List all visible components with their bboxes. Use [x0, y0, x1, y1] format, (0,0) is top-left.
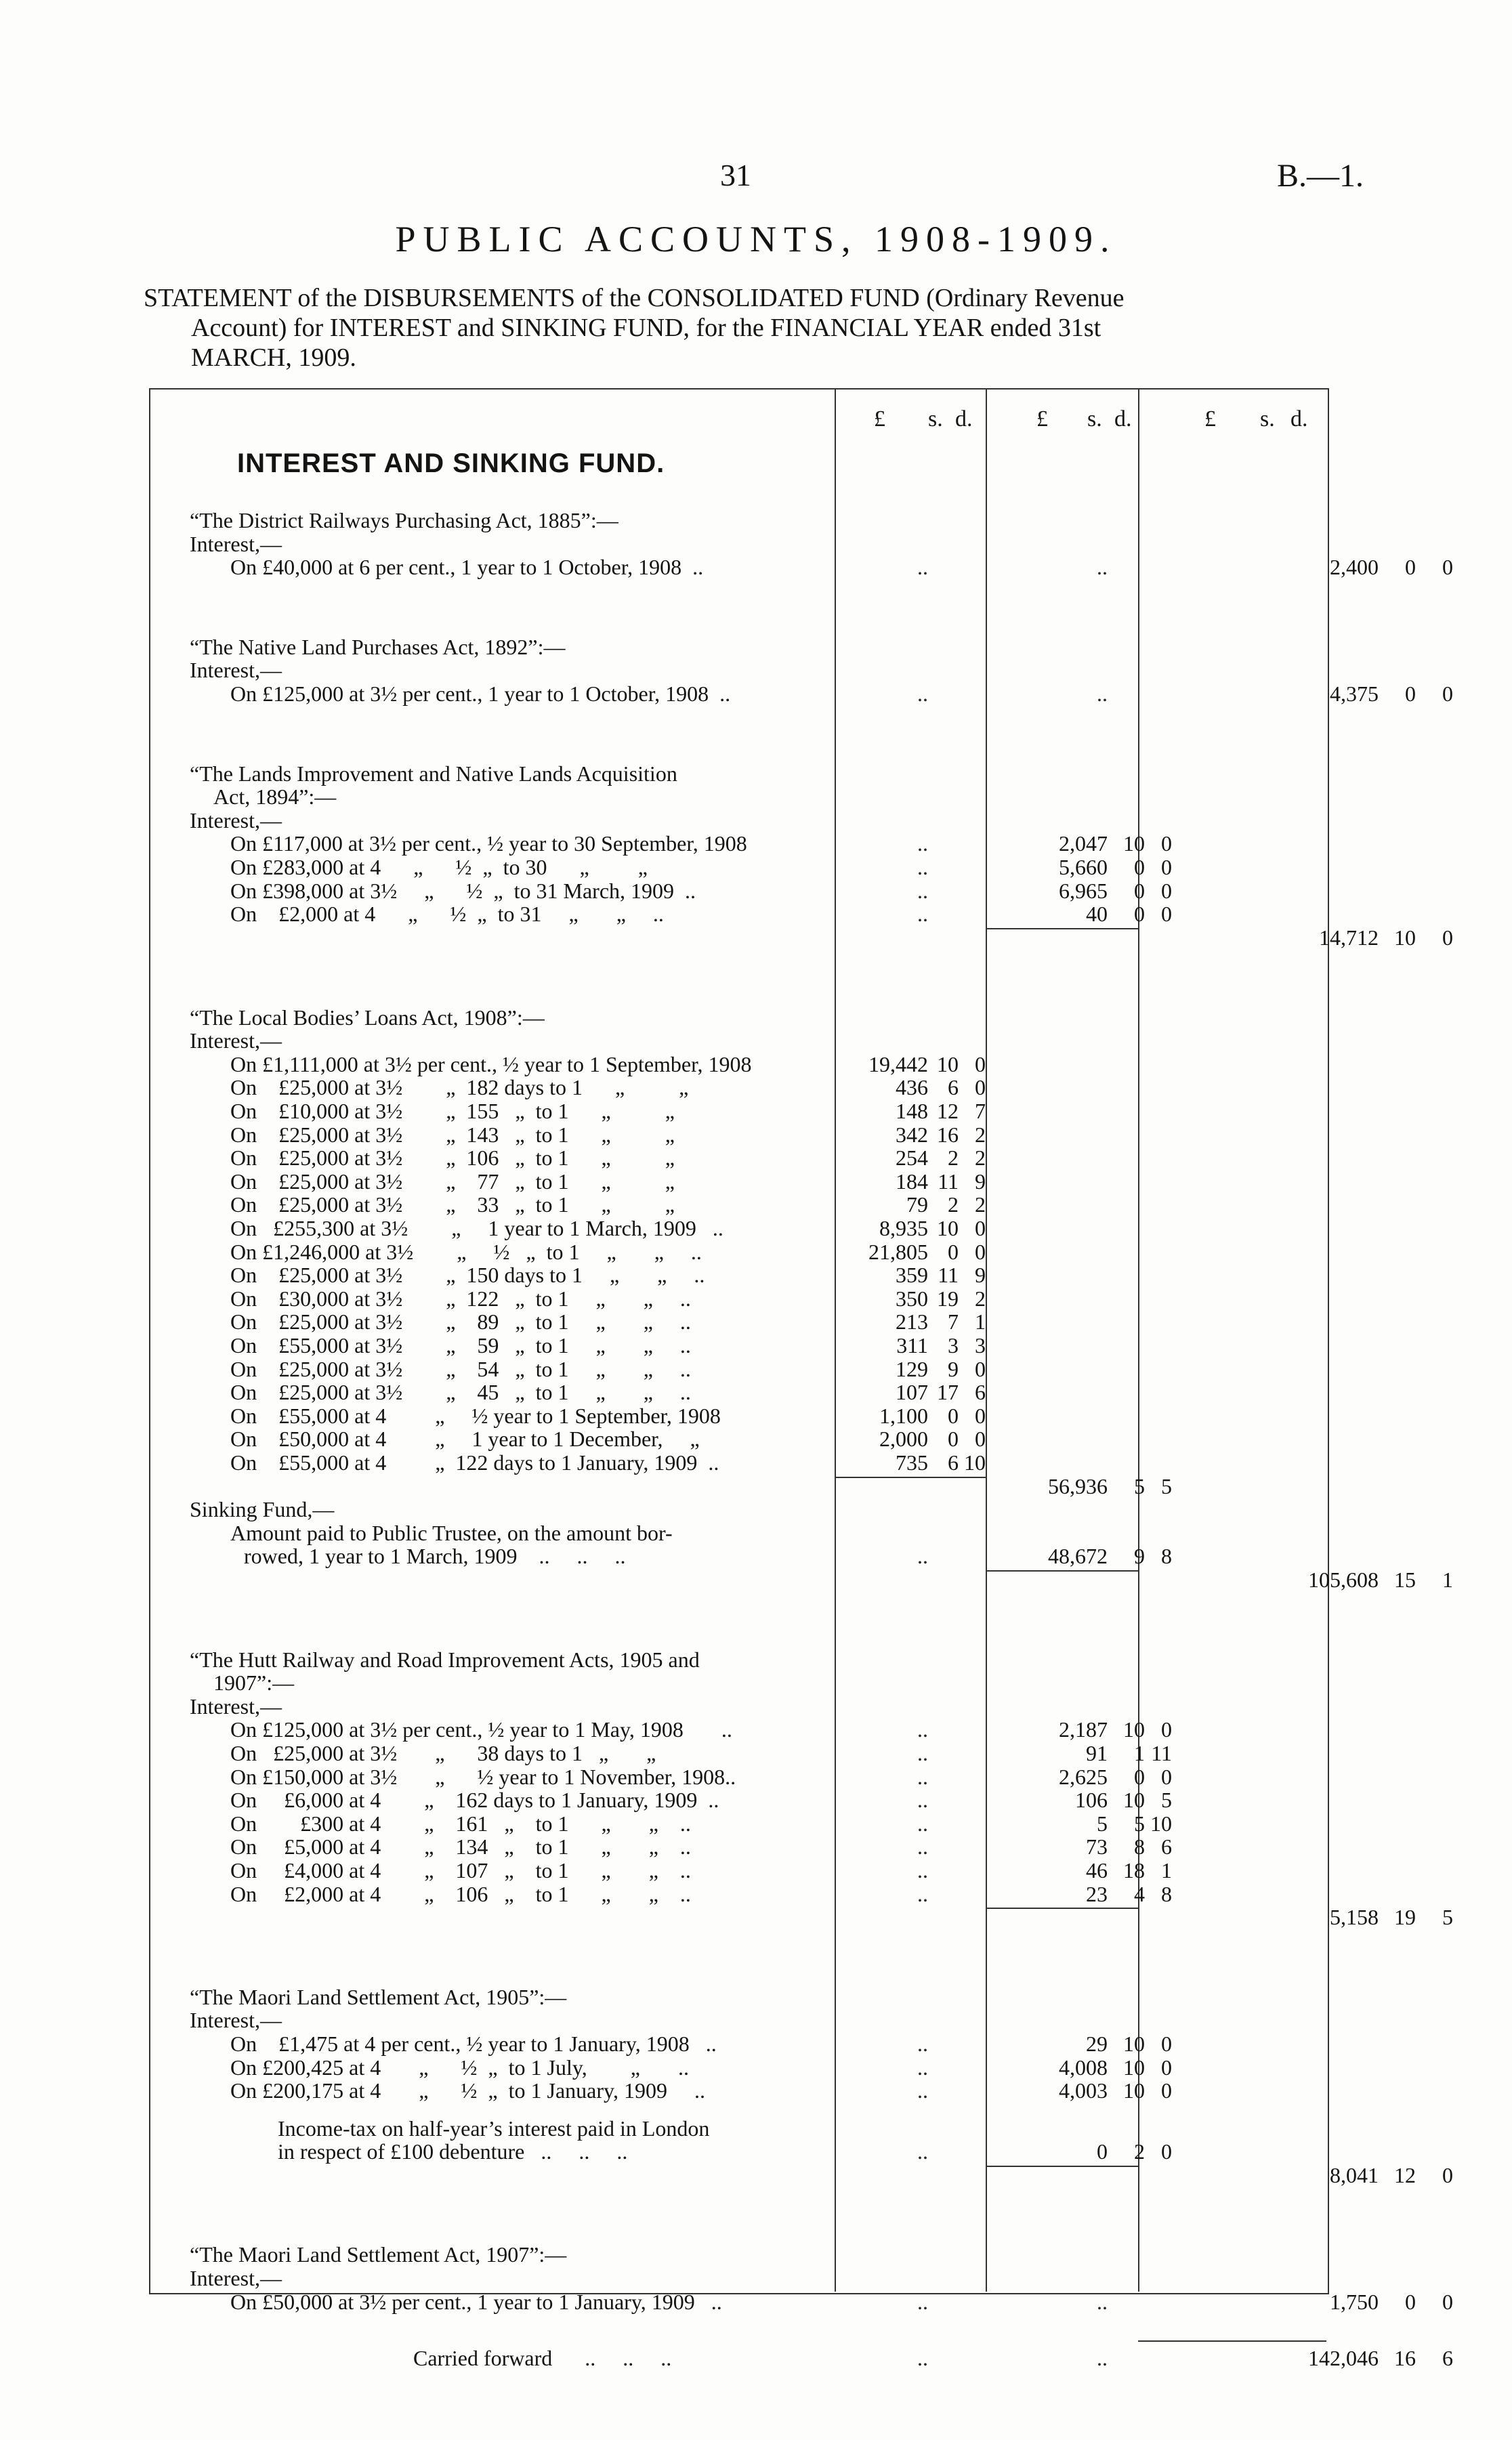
- amount-shillings: 10: [937, 1051, 959, 1076]
- leader-dots: ..: [917, 1857, 928, 1882]
- table-row: [149, 1474, 1326, 1497]
- row-description: On £25,000 at 3½ „ 33 „ to 1 „ „: [230, 1192, 675, 1217]
- row-description: On £25,000 at 3½ „ 106 „ to 1 „ „: [230, 1145, 675, 1171]
- amount-pence: 0: [1442, 2289, 1453, 2314]
- amount-pence: 0: [1161, 2078, 1172, 2103]
- page-number: 31: [720, 158, 751, 192]
- amount-shillings: 2: [948, 1192, 959, 1217]
- table-row: [149, 1404, 1326, 1427]
- table-row: [149, 2139, 1326, 2162]
- amount-pence: 0: [975, 1239, 986, 1264]
- statement-line-2: Account) for INTEREST and SINKING FUND, for the FINANCIAL YEAR ended 31st: [191, 314, 1101, 342]
- header-pounds-3: £: [1204, 406, 1216, 432]
- amount-pence: 0: [975, 1356, 986, 1381]
- amount-pounds: 311: [896, 1332, 928, 1358]
- table-row: [149, 1357, 1326, 1380]
- table-row: [149, 1099, 1326, 1122]
- row-description: Amount paid to Public Trustee, on the amount bor-: [230, 1520, 673, 1545]
- amount-shillings: 9: [1134, 1544, 1145, 1569]
- table-row: [149, 1717, 1326, 1740]
- amount-pence: 0: [975, 1051, 986, 1076]
- row-description: Sinking Fund,—: [190, 1497, 335, 1522]
- amount-shillings: 6: [948, 1450, 959, 1475]
- table-row: [149, 2008, 1326, 2031]
- amount-pence: 8: [1161, 1544, 1172, 1569]
- amount-pounds: 2,187: [1059, 1717, 1108, 1742]
- leader-dots: ..: [917, 2289, 928, 2314]
- table-row: [149, 2242, 1326, 2265]
- table-row: [149, 808, 1326, 831]
- amount-pence: 0: [975, 1075, 986, 1100]
- amount-pounds: 142,046: [1308, 2345, 1379, 2370]
- header-pounds-1: £: [874, 406, 885, 432]
- row-description: Interest,—: [190, 658, 282, 683]
- amount-shillings: 5: [1134, 1473, 1145, 1498]
- table-row: [149, 2078, 1326, 2101]
- amount-pounds: 359: [896, 1263, 928, 1288]
- row-description: Interest,—: [190, 807, 282, 833]
- row-description: On £30,000 at 3½ „ 122 „ to 1 „ „ ..: [230, 1286, 691, 1311]
- section-heading: INTEREST AND SINKING FUND.: [237, 448, 665, 478]
- row-description: Income-tax on half-year’s interest paid in London: [278, 2116, 710, 2141]
- row-description: On £255,300 at 3½ „ 1 year to 1 March, 1909 ..: [230, 1215, 723, 1240]
- table-row: [149, 902, 1326, 925]
- amount-pounds: 148: [896, 1098, 928, 1123]
- amount-shillings: 19: [1394, 1905, 1416, 1930]
- amount-pounds: 79: [906, 1192, 928, 1217]
- table-row: [149, 1741, 1326, 1764]
- leader-dots: ..: [917, 902, 928, 927]
- amount-pence: 9: [975, 1263, 986, 1288]
- table-row: [149, 1192, 1326, 1215]
- amount-shillings: 0: [1134, 855, 1145, 880]
- table-row: [149, 1240, 1326, 1263]
- amount-pence: 0: [1442, 2162, 1453, 2187]
- table-row: [149, 532, 1326, 555]
- row-description: On £150,000 at 3½ „ ½ year to 1 November, 1908..: [230, 1764, 736, 1789]
- amount-pence: 0: [975, 1427, 986, 1452]
- header-shillings-1: s.: [928, 406, 943, 432]
- row-description: On £25,000 at 3½ „ 45 „ to 1 „ „ ..: [230, 1380, 691, 1405]
- amount-pence: 6: [1161, 1834, 1172, 1859]
- amount-pounds: 5: [1097, 1811, 1108, 1836]
- leader-dots: ..: [917, 1764, 928, 1789]
- amount-pounds: 1,750: [1330, 2289, 1379, 2314]
- table-row: [149, 1905, 1453, 1930]
- statement-line-3: MARCH, 1909.: [191, 343, 356, 372]
- amount-shillings: 19: [937, 1286, 959, 1311]
- amount-shillings: 0: [1134, 1764, 1145, 1789]
- amount-pounds: 350: [896, 1286, 928, 1311]
- amount-pence: 0: [975, 1403, 986, 1428]
- leader-dots: ..: [917, 1544, 928, 1569]
- row-description: Carried forward .. .. ..: [413, 2345, 672, 2370]
- amount-pence: 9: [975, 1169, 986, 1194]
- amount-shillings: 11: [938, 1263, 959, 1288]
- amount-pounds: 0: [1097, 2139, 1108, 2164]
- table-row: [149, 1694, 1326, 1717]
- leader-dots: ..: [917, 2139, 928, 2164]
- amount-pence: 0: [975, 1215, 986, 1240]
- header-pence-1: d.: [955, 406, 973, 432]
- amount-pence: 0: [1442, 925, 1453, 950]
- amount-pounds: 14,712: [1319, 925, 1379, 950]
- amount-pounds: 48,672: [1048, 1544, 1108, 1569]
- amount-pounds: 8,935: [879, 1215, 928, 1240]
- amount-pounds: 2,400: [1330, 555, 1379, 580]
- row-description: On £200,175 at 4 „ ½ „ to 1 January, 1909 ..: [230, 2078, 705, 2103]
- row-description: “The Native Land Purchases Act, 1892”:—: [190, 634, 566, 659]
- table-row: [149, 1380, 1326, 1403]
- table-row: [149, 681, 1453, 707]
- amount-pence: 0: [1161, 2139, 1172, 2164]
- amount-shillings: 12: [937, 1098, 959, 1123]
- amount-pounds: 5,660: [1059, 855, 1108, 880]
- row-description: On £283,000 at 4 „ ½ „ to 30 „ „: [230, 855, 648, 880]
- row-description: On £1,475 at 4 per cent., ½ year to 1 January, 1908 ..: [230, 2032, 717, 2056]
- row-description: On £25,000 at 3½ „ 143 „ to 1 „ „: [230, 1122, 675, 1147]
- amount-shillings: 0: [948, 1239, 959, 1264]
- row-description: On £25,000 at 3½ „ 38 days to 1 „ „: [230, 1740, 656, 1765]
- table-row: [149, 1333, 1326, 1356]
- amount-pence: 6: [1442, 2345, 1453, 2370]
- amount-shillings: 5: [1134, 1811, 1145, 1836]
- amount-pounds: 91: [1086, 1740, 1108, 1765]
- amount-pence: 2: [975, 1286, 986, 1311]
- leader-dots: ..: [917, 1881, 928, 1906]
- row-description: On £55,000 at 4 „ ½ year to 1 September, 1908: [230, 1403, 721, 1428]
- table-row: [149, 1309, 1326, 1332]
- table-row: [149, 2345, 1453, 2370]
- amount-pence: 0: [1161, 2055, 1172, 2080]
- leader-dots: ..: [917, 681, 928, 707]
- table-row: [149, 1497, 1326, 1520]
- table-row: [149, 1811, 1326, 1834]
- amount-shillings: 10: [1123, 831, 1145, 856]
- table-row: [149, 784, 1326, 807]
- table-row: [149, 658, 1326, 681]
- leader-dots: ..: [1097, 2289, 1108, 2314]
- amount-pence: 2: [975, 1192, 986, 1217]
- page-reference: B.—1.: [1277, 158, 1364, 194]
- row-description: On £200,425 at 4 „ ½ „ to 1 July, „ ..: [230, 2055, 689, 2080]
- amount-shillings: 6: [948, 1075, 959, 1100]
- amount-pence: 7: [975, 1098, 986, 1123]
- row-description: On £55,000 at 3½ „ 59 „ to 1 „ „ ..: [230, 1332, 691, 1358]
- amount-shillings: 18: [1123, 1857, 1145, 1882]
- amount-shillings: 4: [1134, 1881, 1145, 1906]
- row-description: rowed, 1 year to 1 March, 1909 .. .. ..: [244, 1544, 626, 1569]
- amount-pounds: 6,965: [1059, 878, 1108, 903]
- table-row: [149, 879, 1326, 902]
- header-pence-3: d.: [1290, 406, 1308, 432]
- table-row: [149, 1647, 1326, 1670]
- amount-pounds: 106: [1075, 1788, 1108, 1813]
- leader-dots: ..: [917, 555, 928, 580]
- row-description: Interest,—: [190, 2008, 282, 2033]
- amount-pounds: 184: [896, 1169, 928, 1194]
- leader-dots: ..: [917, 1834, 928, 1859]
- table-row: [149, 1858, 1326, 1881]
- amount-pounds: 2,000: [879, 1427, 928, 1452]
- table-row: [149, 1263, 1326, 1286]
- leader-dots: ..: [1097, 555, 1108, 580]
- amount-pounds: 1,100: [879, 1403, 928, 1428]
- amount-shillings: 8: [1134, 1834, 1145, 1859]
- row-description: On £50,000 at 3½ per cent., 1 year to 1 January, 1909 ..: [230, 2289, 722, 2314]
- amount-pence: 5: [1161, 1788, 1172, 1813]
- row-description: in respect of £100 debenture .. .. ..: [278, 2139, 628, 2164]
- table-row: [149, 1145, 1326, 1169]
- amount-shillings: 2: [948, 1145, 959, 1171]
- amount-shillings: 12: [1394, 2162, 1416, 2187]
- row-description: “The Maori Land Settlement Act, 1907”:—: [190, 2242, 567, 2267]
- table-row: [149, 1169, 1326, 1192]
- row-description: On £398,000 at 3½ „ ½ „ to 31 March, 1909 ..: [230, 878, 696, 903]
- amount-pence: 0: [1161, 1764, 1172, 1789]
- amount-shillings: 0: [1405, 2289, 1416, 2314]
- amount-pounds: 735: [896, 1450, 928, 1475]
- amount-pounds: 19,442: [868, 1051, 928, 1076]
- table-row: [149, 1216, 1326, 1239]
- amount-pence: 0: [1442, 681, 1453, 707]
- amount-pence: 1: [1442, 1567, 1453, 1592]
- leader-dots: ..: [917, 2078, 928, 2103]
- row-description: On £6,000 at 4 „ 162 days to 1 January, 1909 ..: [230, 1788, 719, 1813]
- amount-shillings: 0: [1134, 902, 1145, 927]
- amount-pence: 0: [1161, 831, 1172, 856]
- amount-shillings: 16: [937, 1122, 959, 1147]
- row-description: On £1,111,000 at 3½ per cent., ½ year to 1 September, 1908: [230, 1051, 752, 1076]
- row-description: On £25,000 at 3½ „ 77 „ to 1 „ „: [230, 1169, 675, 1194]
- row-description: “The Local Bodies’ Loans Act, 1908”:—: [190, 1005, 545, 1030]
- amount-pence: 5: [1442, 1905, 1453, 1930]
- amount-pence: 0: [1161, 2032, 1172, 2056]
- amount-shillings: 9: [948, 1356, 959, 1381]
- amount-shillings: 10: [1123, 2032, 1145, 2056]
- table-row: [149, 1122, 1326, 1145]
- header-shillings-2: s.: [1087, 406, 1102, 432]
- table-row: [149, 1567, 1453, 1592]
- amount-pounds: 46: [1086, 1857, 1108, 1882]
- amount-shillings: 0: [1134, 878, 1145, 903]
- row-description: On £125,000 at 3½ per cent., 1 year to 1 October, 1908 ..: [230, 681, 731, 707]
- amount-pence: 0: [1161, 902, 1172, 927]
- row-description: Interest,—: [190, 531, 282, 556]
- amount-pence: 10: [964, 1450, 986, 1475]
- table-row: [149, 855, 1326, 878]
- amount-shillings: 0: [1405, 681, 1416, 707]
- row-description: 1907”:—: [213, 1670, 295, 1696]
- amount-shillings: 1: [1134, 1740, 1145, 1765]
- table-row: [149, 1882, 1326, 1905]
- table-row: [149, 1788, 1326, 1811]
- amount-shillings: 10: [937, 1215, 959, 1240]
- amount-pounds: 2,625: [1059, 1764, 1108, 1789]
- table-row: [149, 1985, 1326, 2008]
- amount-pence: 10: [1150, 1811, 1172, 1836]
- leader-dots: ..: [917, 1811, 928, 1836]
- row-description: On £40,000 at 6 per cent., 1 year to 1 October, 1908 ..: [230, 555, 704, 580]
- amount-pence: 2: [975, 1145, 986, 1171]
- amount-pounds: 4,008: [1059, 2055, 1108, 2080]
- table-row: [149, 2266, 1326, 2289]
- table-row: [149, 2162, 1453, 2187]
- table-row: [149, 1052, 1326, 1075]
- amount-shillings: 17: [937, 1380, 959, 1405]
- leader-dots: ..: [1097, 2345, 1108, 2370]
- table-row: [149, 1521, 1326, 1544]
- amount-shillings: 10: [1123, 1717, 1145, 1742]
- amount-shillings: 0: [948, 1403, 959, 1428]
- row-description: On £300 at 4 „ 161 „ to 1 „ „ ..: [230, 1811, 691, 1836]
- amount-pounds: 4,003: [1059, 2078, 1108, 2103]
- amount-shillings: 7: [948, 1309, 959, 1334]
- amount-pounds: 4,375: [1330, 681, 1379, 707]
- amount-shillings: 16: [1394, 2345, 1416, 2370]
- amount-pounds: 129: [896, 1356, 928, 1381]
- amount-shillings: 11: [938, 1169, 959, 1194]
- row-description: “The Hutt Railway and Road Improvement Acts, 1905 and: [190, 1647, 700, 1672]
- amount-pence: 6: [975, 1380, 986, 1405]
- table-row: [149, 831, 1326, 854]
- amount-pence: 11: [1151, 1740, 1172, 1765]
- row-description: On £25,000 at 3½ „ 54 „ to 1 „ „ ..: [230, 1356, 691, 1381]
- row-description: Act, 1894”:—: [213, 784, 337, 809]
- table-row: [149, 1834, 1326, 1857]
- amount-pence: 0: [1442, 555, 1453, 580]
- amount-pence: 5: [1161, 1473, 1172, 1498]
- amount-pounds: 436: [896, 1075, 928, 1100]
- amount-pence: 0: [1161, 1717, 1172, 1742]
- amount-pence: 3: [975, 1332, 986, 1358]
- table-row: [149, 1075, 1326, 1098]
- amount-pounds: 73: [1086, 1834, 1108, 1859]
- amount-shillings: 0: [1405, 555, 1416, 580]
- row-description: On £5,000 at 4 „ 134 „ to 1 „ „ ..: [230, 1834, 691, 1859]
- amount-pounds: 105,608: [1308, 1567, 1379, 1592]
- amount-shillings: 0: [948, 1427, 959, 1452]
- leader-dots: ..: [917, 2032, 928, 2056]
- row-description: On £125,000 at 3½ per cent., ½ year to 1 May, 1908 ..: [230, 1717, 732, 1742]
- table-row: [149, 1765, 1326, 1788]
- amount-pence: 2: [975, 1122, 986, 1147]
- amount-shillings: 2: [1134, 2139, 1145, 2164]
- amount-pence: 1: [975, 1309, 986, 1334]
- amount-pence: 0: [1161, 855, 1172, 880]
- row-description: On £117,000 at 3½ per cent., ½ year to 30 September, 1908: [230, 831, 747, 856]
- row-description: On £10,000 at 3½ „ 155 „ to 1 „ „: [230, 1098, 675, 1123]
- row-description: “The Lands Improvement and Native Lands Acquisition: [190, 761, 677, 786]
- amount-pounds: 5,158: [1330, 1905, 1379, 1930]
- table-row: [149, 1450, 1326, 1473]
- leader-dots: ..: [917, 1740, 928, 1765]
- leader-dots: ..: [917, 2345, 928, 2370]
- row-description: On £2,000 at 4 „ ½ „ to 31 „ „ ..: [230, 902, 664, 927]
- amount-pounds: 107: [896, 1380, 928, 1405]
- table-row: [149, 2032, 1326, 2055]
- amount-shillings: 10: [1123, 2078, 1145, 2103]
- header-pence-2: d.: [1114, 406, 1132, 432]
- amount-pounds: 254: [896, 1145, 928, 1171]
- row-description: On £1,246,000 at 3½ „ ½ „ to 1 „ „ ..: [230, 1239, 702, 1264]
- amount-shillings: 3: [948, 1332, 959, 1358]
- amount-pence: 0: [1161, 878, 1172, 903]
- table-row: [149, 1670, 1326, 1694]
- amount-pounds: 8,041: [1330, 2162, 1379, 2187]
- amount-pounds: 342: [896, 1122, 928, 1147]
- amount-pounds: 2,047: [1059, 831, 1108, 856]
- row-description: On £55,000 at 4 „ 122 days to 1 January, 1909 ..: [230, 1450, 719, 1475]
- table-row: [149, 2289, 1453, 2314]
- document-title: PUBLIC ACCOUNTS, 1908-1909.: [395, 219, 1117, 259]
- leader-dots: ..: [917, 2055, 928, 2080]
- table-row: [149, 2116, 1326, 2139]
- amount-pounds: 23: [1086, 1881, 1108, 1906]
- amount-shillings: 10: [1123, 2055, 1145, 2080]
- row-description: On £25,000 at 3½ „ 150 days to 1 „ „ ..: [230, 1263, 705, 1288]
- row-description: “The Maori Land Settlement Act, 1905”:—: [190, 1984, 567, 2009]
- table-row: [149, 1005, 1326, 1028]
- row-description: On £25,000 at 3½ „ 182 days to 1 „ „: [230, 1075, 689, 1100]
- table-row: [149, 555, 1453, 580]
- leader-dots: ..: [1097, 681, 1108, 707]
- table-row: [149, 508, 1326, 531]
- table-row: [149, 2055, 1326, 2078]
- amount-shillings: 10: [1123, 1788, 1145, 1813]
- row-description: Interest,—: [190, 1028, 282, 1053]
- leader-dots: ..: [917, 1788, 928, 1813]
- table-row: [149, 761, 1326, 784]
- amount-pounds: 40: [1086, 902, 1108, 927]
- row-description: On £25,000 at 3½ „ 89 „ to 1 „ „ ..: [230, 1309, 691, 1334]
- amount-pence: 8: [1161, 1881, 1172, 1906]
- row-description: On £50,000 at 4 „ 1 year to 1 December, „: [230, 1427, 700, 1452]
- row-description: On £4,000 at 4 „ 107 „ to 1 „ „ ..: [230, 1857, 691, 1882]
- header-shillings-3: s.: [1260, 406, 1275, 432]
- amount-pounds: 29: [1086, 2032, 1108, 2056]
- leader-dots: ..: [917, 855, 928, 880]
- amount-pounds: 21,805: [868, 1239, 928, 1264]
- amount-shillings: 15: [1394, 1567, 1416, 1592]
- leader-dots: ..: [917, 878, 928, 903]
- table-row: [149, 1427, 1326, 1450]
- amount-shillings: 10: [1394, 925, 1416, 950]
- header-pounds-2: £: [1036, 406, 1048, 432]
- total-rule: [1138, 2340, 1326, 2342]
- row-description: “The District Railways Purchasing Act, 1885”:—: [190, 508, 618, 532]
- row-description: Interest,—: [190, 2266, 282, 2290]
- amount-pounds: 213: [896, 1309, 928, 1334]
- leader-dots: ..: [917, 831, 928, 856]
- amount-pounds: 56,936: [1048, 1473, 1108, 1498]
- table-row: [149, 635, 1326, 658]
- amount-pence: 1: [1161, 1857, 1172, 1882]
- row-description: Interest,—: [190, 1694, 282, 1719]
- table-row: [149, 1544, 1326, 1567]
- leader-dots: ..: [917, 1717, 928, 1742]
- statement-line-1: STATEMENT of the DISBURSEMENTS of the CONSOLIDATED FUND (Ordinary Revenue: [144, 284, 1125, 312]
- row-description: On £2,000 at 4 „ 106 „ to 1 „ „ ..: [230, 1881, 691, 1906]
- table-row: [149, 1286, 1326, 1309]
- table-row: [149, 925, 1453, 950]
- table-row: [149, 1028, 1326, 1051]
